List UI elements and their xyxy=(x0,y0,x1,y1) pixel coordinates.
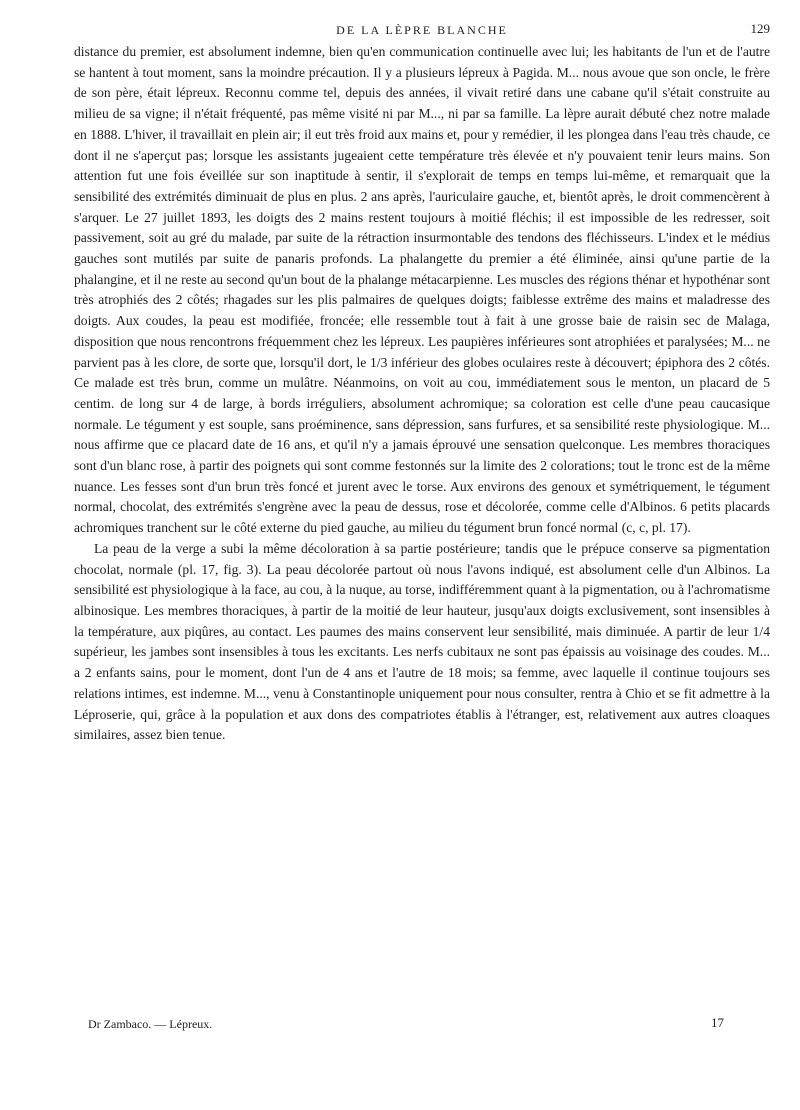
page-footer xyxy=(74,1015,770,1035)
paragraph-1: distance du premier, est absolument indemne, bien qu'en communication continuelle avec lui; les habitants de l'un et de l'autre se hantent à tout moment, sans la moindre précaution. Il y a plusieurs lépreux à Pagida. M... nous avoue que son oncle, le frère de son père, était lépreux. Reconnu comme tel, depuis des années, il vivait retiré dans une cabane qu'il s'était construite au milieu de sa vigne; il n'était fréquenté, pas même visité ni par M..., ni par sa famille. La lèpre aurait débuté chez notre malade en 1888. L'hiver, il travaillait en plein air; il eut très froid aux mains et, pour y remédier, il les plongea dans l'eau très chaude, ce dont il ne s'aperçut pas; lorsque les assistants jugeaient cette température très élevée et n'y pouvaient tenir leurs mains. Son attention fut une fois éveillée sur son inaptitude à sentir, il s'explorait de temps en temps lui-même, et remarquait que la sensibilité des extrémités diminuait de plus en plus. 2 ans après, l'auriculaire gauche, et, bientôt après, le droit commencèrent à s'arquer. Le 27 juillet 1893, les doigts des 2 mains restent toujours à moitié fléchis; il est impossible de les redresser, soit passivement, soit au gré du malade, par suite de la rétraction insurmontable des tendons des fléchisseurs. L'index et le médius gauches sont mutilés par suite de panaris profonds. La phalangette du premier a été éliminée, ainsi qu'une partie de la phalangine, et il ne reste au second qu'un bout de la phalange métacarpienne. Les muscles des régions thénar et hypothénar sont très atrophiés des 2 côtés; rhagades sur les plis palmaires de quelques doigts; faiblesse extrême des mains et maladresse des doigts. Aux coudes, la peau est modifiée, froncée; elle ressemble tout à fait à une grosse baie de raisin sec de Malaga, disposition que nous rencontrons fréquemment chez les lépreux. Les paupières inférieures sont atrophiées et paralysées; M... ne parvient pas à les clore, de sorte que, lorsqu'il dort, le 1/3 inférieur des globes oculaires reste à découvert; épiphora des 2 côtés. Ce malade est très brun, comme un mulâtre. Néanmoins, on voit au cou, immédiatement sous le menton, un placard de 5 centim. de long sur 4 de large, à bords irréguliers, absolument achromique; sa coloration est celle d'une peau caucasique normale. Le tégument y est souple, sans proéminence, sans dépression, sans furfures, et sa sensibilité reste physiologique. M... nous affirme que ce placard date de 16 ans, et qu'il n'y a jamais éprouvé une sensation quelconque. Les membres thoraciques sont d'un blanc rose, à partir des poignets qui sont comme festonnés sur la limite des 2 colorations; tout le tronc est de la même nuance. Les fesses sont d'un brun très foncé et jurent avec le torse. Aux environs des genoux et symétriquement, le tégument normal, chocolat, des extrémités s'engrène avec la peau de dessus, rose et décolorée, comme celle d'Albinos. 6 petits placards achromiques tranchent sur le côté externe du pied gauche, au milieu du tégument brun foncé normal (c, c, pl. 17). xyxy=(74,44,770,536)
footer-author-note: Dr Zambaco. — Lépreux. xyxy=(88,1017,213,1031)
page-number: 129 xyxy=(750,21,770,36)
running-title: DE LA LÈPRE BLANCHE xyxy=(336,23,508,37)
signature-mark: 17 xyxy=(711,1015,724,1030)
running-head xyxy=(74,21,770,39)
body-text xyxy=(74,42,770,746)
paragraph-2: La peau de la verge a subi la même décoloration à sa partie postérieure; tandis que le prépuce conserve sa pigmentation chocolat, normale (pl. 17, fig. 3). La peau décolorée partout où nous l'avons indiqué, est absolument celle d'un Albinos. La sensibilité est physiologique à la face, au cou, à la nuque, au torse, indifféremment quant à la pigmentation, ou à l'achromatisme albinosique. Les membres thoraciques, à partir de la moitié de leur hauteur, jusqu'aux doigts exclusivement, sont insensibles à la température, aux piqûres, au contact. Les paumes des mains conservent leur sensibilité, mais diminuée. A partir de leur 1/4 supérieur, les jambes sont insensibles à tous les excitants. Les nerfs cubitaux ne sont pas épaissis au voisinage des coudes. M... a 2 enfants sains, pour le moment, dont l'un de 4 ans et l'autre de 18 mois; sa femme, avec laquelle il continue toujours ses relations intimes, est indemne. M..., venu à Constantinople uniquement pour nous consulter, rentra à Chio et se fit admettre à la Léproserie, qui, grâce à la population et aux dons des compatriotes établis à l'étranger, est, relativement aux autres cloaques similaires, assez bien tenue. xyxy=(74,540,770,743)
